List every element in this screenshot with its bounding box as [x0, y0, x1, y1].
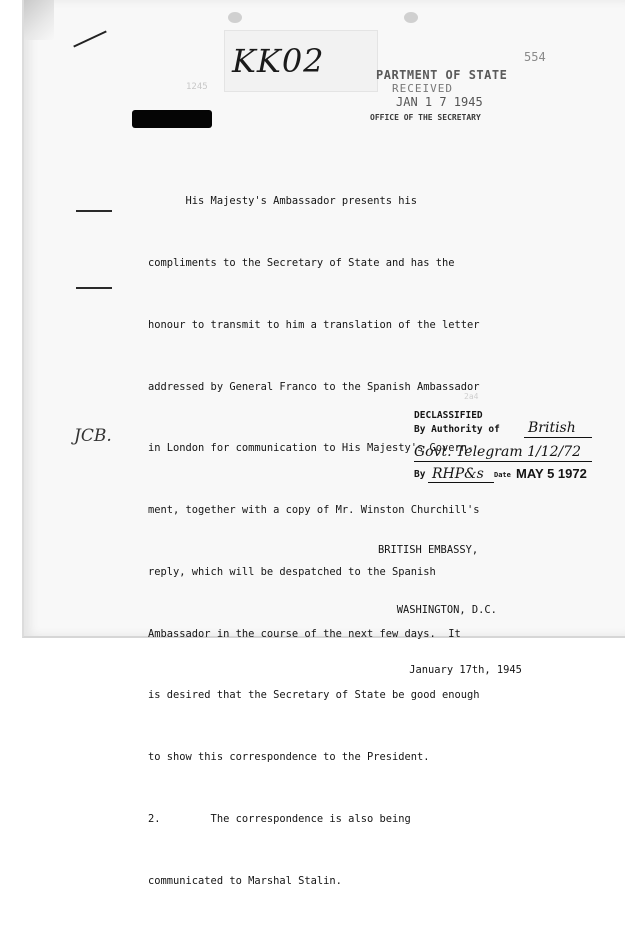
letter-line: ment, together with a copy of Mr. Winston Churchill's	[148, 504, 480, 517]
letter-line: reply, which will be despatched to the Spanish	[148, 565, 436, 578]
letter-line: 2. The correspondence is also being	[148, 813, 411, 825]
letter-line: to show this correspondence to the President.	[148, 751, 430, 764]
declass-authority-handwritten: British	[528, 420, 576, 436]
signature-line: BRITISH EMBASSY,	[378, 544, 479, 556]
letter-line: honour to transmit to him a translation of the letter	[148, 318, 480, 331]
folded-corner-shadow	[24, 0, 54, 40]
declass-date-label: Date	[494, 471, 511, 479]
letter-line: compliments to the Secretary of State and has the	[148, 256, 455, 269]
received-stamp	[370, 68, 536, 122]
letter-line: in London for communication to His Majesty's Govern-	[148, 442, 474, 455]
underline	[414, 461, 592, 462]
letter-line: Ambassador in the course of the next few days. It	[148, 627, 461, 640]
punch-hole-right	[404, 12, 418, 23]
letter-line: communicated to Marshal Stalin.	[148, 874, 342, 887]
signature-line: WASHINGTON, D.C.	[378, 604, 497, 616]
signature-line: January 17th, 1945	[378, 664, 522, 676]
declass-by-handwritten: RHP&s	[432, 466, 484, 482]
underline	[524, 437, 592, 438]
punch-hole-left	[228, 12, 242, 23]
margin-mark	[76, 287, 112, 289]
declass-date-value: MAY 5 1972	[516, 466, 587, 481]
faint-bleed-through-mark: 1245	[186, 82, 208, 92]
declass-by-row	[414, 466, 594, 484]
file-code-handwritten: KK02	[232, 42, 325, 80]
declass-authority-row	[414, 420, 594, 438]
faint-bleed-through-mark: 2a4	[464, 392, 479, 401]
handwritten-initials: JCB.	[74, 426, 112, 446]
signature-block	[378, 500, 522, 720]
stamp-date: JAN 1 7 1945	[396, 95, 483, 109]
declass-authority-label: By Authority of	[414, 424, 500, 435]
margin-mark	[76, 210, 112, 212]
stamp-department: PARTMENT OF STATE	[376, 68, 508, 82]
stamp-office: OFFICE OF THE SECRETARY	[370, 113, 481, 122]
page-number: 554	[524, 50, 546, 64]
declassification-stamp	[414, 410, 594, 484]
redaction-bar	[132, 110, 212, 128]
letter-line: His Majesty's Ambassador presents his	[148, 195, 417, 208]
letter-line: addressed by General Franco to the Spanish Ambassador	[148, 380, 480, 393]
declass-heading: DECLASSIFIED	[414, 410, 483, 421]
stamp-received: RECEIVED	[392, 82, 453, 95]
declass-by-label: By	[414, 469, 426, 480]
letter-line: is desired that the Secretary of State be good enough	[148, 689, 480, 702]
underline	[428, 482, 494, 483]
declass-authority-handwritten-2: Govt. Telegram 1/12/72	[414, 444, 582, 460]
declass-authority-row-2	[414, 444, 594, 462]
